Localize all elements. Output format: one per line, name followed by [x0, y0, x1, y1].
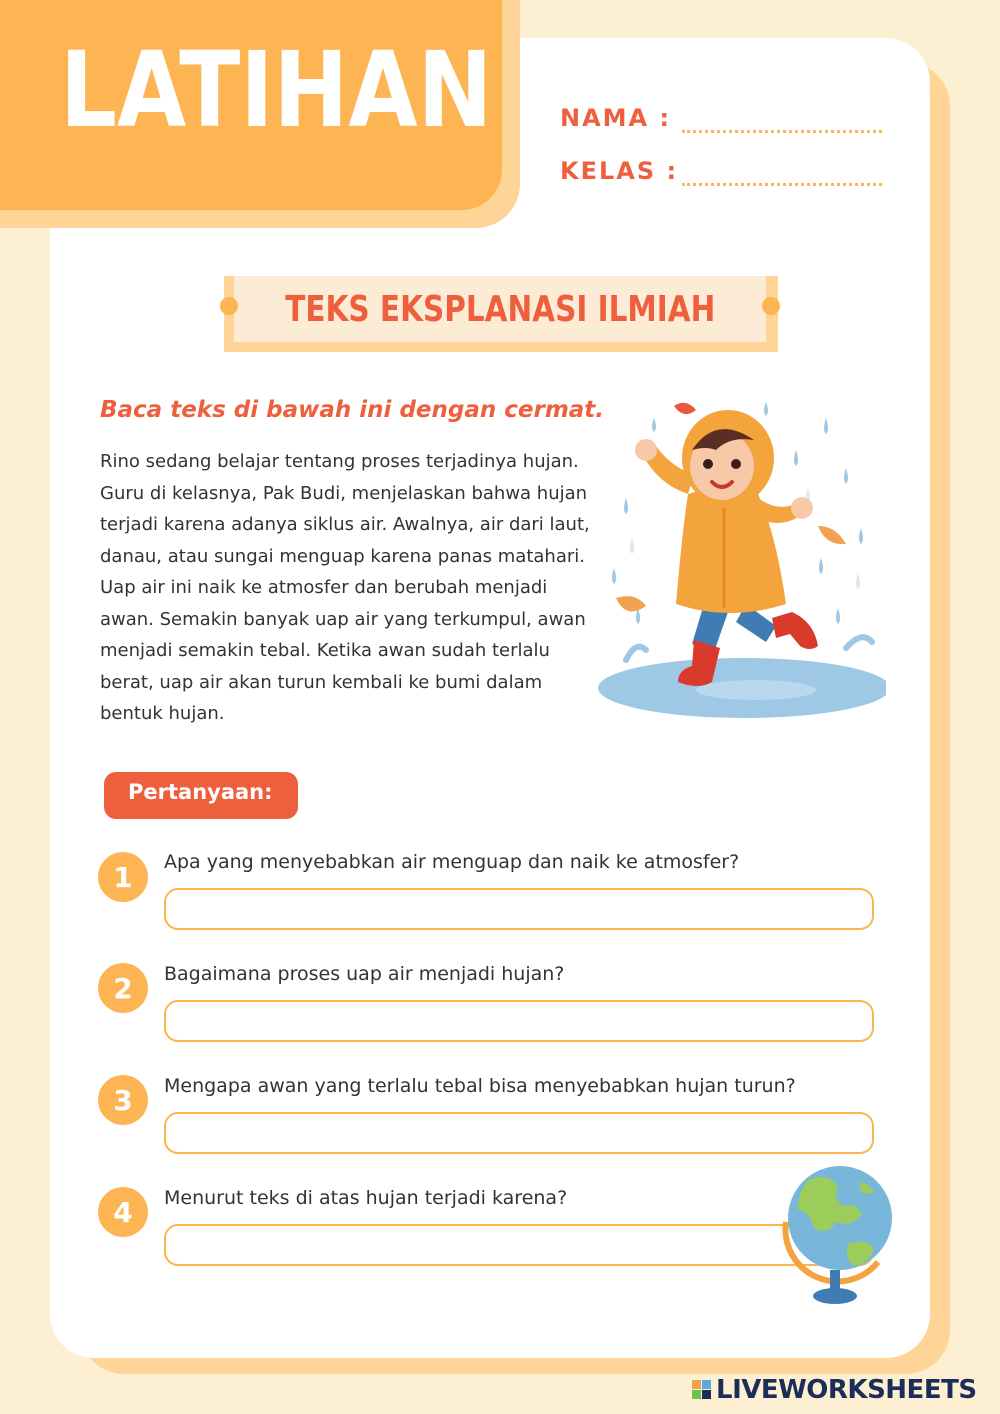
question-number-badge: 1: [98, 852, 148, 902]
page-title: LATIHAN: [60, 29, 493, 151]
title-dot-right: [762, 297, 780, 315]
class-field-label: KELAS :: [560, 157, 679, 185]
question-text: Apa yang menyebabkan air menguap dan naik ke atmosfer?: [164, 851, 740, 873]
question-number-badge: 4: [98, 1187, 148, 1237]
question-text: Menurut teks di atas hujan terjadi karena?: [164, 1187, 568, 1209]
name-field-line[interactable]: [682, 130, 882, 133]
title-dot-left: [220, 297, 238, 315]
reading-instruction: Baca teks di bawah ini dengan cermat.: [100, 397, 605, 423]
liveworksheets-brand[interactable]: LIVEWORKSHEETS: [716, 1375, 977, 1405]
answer-field-3[interactable]: [164, 1112, 874, 1154]
girl-in-raincoat-illustration: [596, 398, 886, 728]
passage-line: Rino sedang belajar tentang proses terjadinya hujan.: [100, 451, 579, 472]
passage-line: Guru di kelasnya, Pak Budi, menjelaskan bahwa hujan: [100, 482, 588, 504]
passage-line: danau, atau sungai menguap karena panas matahari.: [100, 545, 585, 567]
class-field-line[interactable]: [682, 183, 882, 186]
question-number-badge: 2: [98, 963, 148, 1013]
passage-line: terjadi karena adanya siklus air. Awalnya, air dari laut,: [100, 514, 590, 535]
section-title-box: [234, 276, 766, 342]
question-text: Mengapa awan yang terlalu tebal bisa menyebabkan hujan turun?: [164, 1075, 796, 1097]
answer-field-1[interactable]: [164, 888, 874, 930]
question-number-badge: 3: [98, 1075, 148, 1125]
passage-line: menjadi semakin tebal. Ketika awan sudah terlalu: [100, 640, 550, 661]
passage-line: awan. Semakin banyak uap air yang terkumpul, awan: [100, 608, 586, 630]
passage-line: Uap air ini naik ke atmosfer dan berubah menjadi: [100, 577, 548, 598]
reading-passage: [100, 446, 610, 730]
question-text: Bagaimana proses uap air menjadi hujan?: [164, 963, 565, 985]
name-field-label: NAMA :: [560, 104, 672, 132]
questions-label: Pertanyaan:: [128, 780, 273, 804]
passage-line: bentuk hujan.: [100, 703, 225, 724]
globe-icon: [768, 1152, 898, 1312]
passage-line: berat, uap air akan turun kembali ke bumi dalam: [100, 671, 543, 693]
answer-field-2[interactable]: [164, 1000, 874, 1042]
section-title: TEKS EKSPLANASI ILMIAH: [284, 288, 716, 330]
